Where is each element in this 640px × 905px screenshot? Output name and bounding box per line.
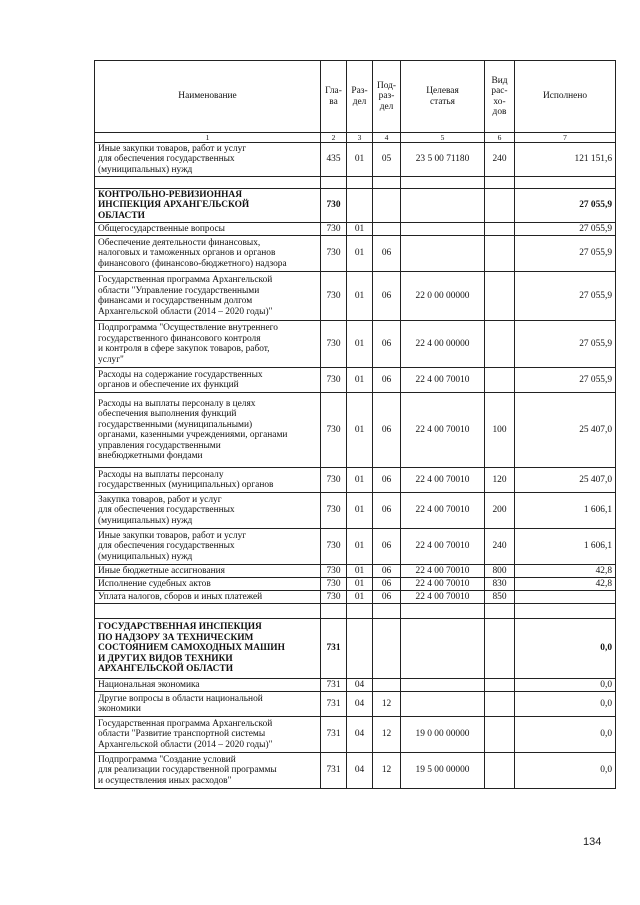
- row-glava-cell: 730: [321, 272, 347, 321]
- row-podrazdel-cell: 06: [373, 578, 401, 591]
- row-razdel-cell: 01: [347, 578, 373, 591]
- row-statya-cell: 22 4 00 70010: [401, 591, 485, 604]
- row-name-cell: Иные закупки товаров, работ и услуг для обеспечения государственных (муниципальных) нужд: [95, 143, 321, 177]
- row-statya-cell: 22 4 00 70010: [401, 393, 485, 468]
- row-statya-cell: [401, 619, 485, 679]
- row-glava-cell: 730: [321, 591, 347, 604]
- row-vid-cell: 830: [485, 578, 515, 591]
- row-vid-cell: 800: [485, 565, 515, 578]
- row-razdel-cell: 01: [347, 529, 373, 565]
- row-name-cell: Уплата налогов, сборов и иных платежей: [95, 591, 321, 604]
- row-statya-cell: 19 0 00 00000: [401, 717, 485, 753]
- table-row: [95, 368, 616, 393]
- row-statya-cell: 19 5 00 00000: [401, 753, 485, 789]
- row-podrazdel-cell: 06: [373, 393, 401, 468]
- table-row: [95, 493, 616, 529]
- row-value-cell: [515, 591, 616, 604]
- empty-cell: [373, 604, 401, 619]
- row-vid-cell: [485, 189, 515, 223]
- row-podrazdel-cell: 06: [373, 321, 401, 368]
- row-razdel-cell: 01: [347, 393, 373, 468]
- table-row: [95, 565, 616, 578]
- row-razdel-cell: 04: [347, 753, 373, 789]
- row-podrazdel-cell: 12: [373, 753, 401, 789]
- row-value-cell: 121 151,6: [515, 143, 616, 177]
- row-razdel-cell: 01: [347, 321, 373, 368]
- row-statya-cell: 23 5 00 71180: [401, 143, 485, 177]
- table-row: [95, 591, 616, 604]
- row-razdel-cell: 04: [347, 692, 373, 717]
- row-name-cell: Другие вопросы в области национальной экономики: [95, 692, 321, 717]
- index-cell: 7: [515, 133, 616, 143]
- row-vid-cell: [485, 753, 515, 789]
- row-value-cell: 0,0: [515, 679, 616, 692]
- row-statya-cell: [401, 692, 485, 717]
- row-name-cell: Подпрограмма "Осуществление внутреннего государственного финансового контроля и контроля в сфере закупок товаров, работ, услуг": [95, 321, 321, 368]
- row-vid-cell: 850: [485, 591, 515, 604]
- table-row: [95, 529, 616, 565]
- row-glava-cell: 730: [321, 321, 347, 368]
- table-body: [95, 143, 616, 789]
- row-razdel-cell: 01: [347, 468, 373, 493]
- row-name-cell: Закупка товаров, работ и услуг для обеспечения государственных (муниципальных) нужд: [95, 493, 321, 529]
- row-value-cell: 27 055,9: [515, 272, 616, 321]
- row-vid-cell: [485, 236, 515, 272]
- index-cell: 5: [401, 133, 485, 143]
- row-razdel-cell: [347, 619, 373, 679]
- empty-cell: [95, 177, 321, 189]
- row-podrazdel-cell: 12: [373, 692, 401, 717]
- row-name-cell: Национальная экономика: [95, 679, 321, 692]
- table-row: [95, 717, 616, 753]
- row-name-cell: Расходы на содержание государственных органов и обеспечение их функций: [95, 368, 321, 393]
- row-value-cell: 27 055,9: [515, 368, 616, 393]
- row-glava-cell: 730: [321, 529, 347, 565]
- header-podrazdel: Под- раз- дел: [373, 61, 401, 133]
- row-glava-cell: 731: [321, 679, 347, 692]
- row-statya-cell: 22 4 00 70010: [401, 565, 485, 578]
- row-razdel-cell: [347, 189, 373, 223]
- index-cell: 3: [347, 133, 373, 143]
- row-name-cell: Исполнение судебных актов: [95, 578, 321, 591]
- table-row: [95, 468, 616, 493]
- row-glava-cell: 730: [321, 223, 347, 236]
- header-row: [95, 61, 616, 133]
- row-razdel-cell: 01: [347, 493, 373, 529]
- table-row: [95, 578, 616, 591]
- row-podrazdel-cell: 06: [373, 468, 401, 493]
- header-glava: Гла- ва: [321, 61, 347, 133]
- row-name-cell: Обеспечение деятельности финансовых, налоговых и таможенных органов и органов финансового (финансово-бюджетного) надзора: [95, 236, 321, 272]
- budget-table-container: [94, 60, 615, 789]
- row-vid-cell: 100: [485, 393, 515, 468]
- column-index-row: [95, 133, 616, 143]
- row-vid-cell: 200: [485, 493, 515, 529]
- row-value-cell: 42,8: [515, 578, 616, 591]
- row-glava-cell: 731: [321, 619, 347, 679]
- index-cell: 2: [321, 133, 347, 143]
- row-statya-cell: [401, 223, 485, 236]
- empty-cell: [321, 604, 347, 619]
- row-name-cell: Иные бюджетные ассигнования: [95, 565, 321, 578]
- row-value-cell: 1 606,1: [515, 493, 616, 529]
- row-name-cell: Общегосударственные вопросы: [95, 223, 321, 236]
- row-vid-cell: [485, 272, 515, 321]
- table-row: [95, 223, 616, 236]
- row-vid-cell: [485, 717, 515, 753]
- row-statya-cell: 22 4 00 70010: [401, 368, 485, 393]
- row-name-cell: Расходы на выплаты персоналу государственных (муниципальных) органов: [95, 468, 321, 493]
- row-vid-cell: [485, 368, 515, 393]
- header-vid: Вид рас- хо- дов: [485, 61, 515, 133]
- row-vid-cell: [485, 619, 515, 679]
- row-value-cell: 27 055,9: [515, 189, 616, 223]
- row-statya-cell: 22 4 00 70010: [401, 578, 485, 591]
- row-glava-cell: 730: [321, 565, 347, 578]
- table-row: [95, 143, 616, 177]
- empty-cell: [347, 177, 373, 189]
- index-cell: 4: [373, 133, 401, 143]
- row-statya-cell: 22 4 00 00000: [401, 321, 485, 368]
- table-row: [95, 692, 616, 717]
- row-value-cell: 25 407,0: [515, 393, 616, 468]
- empty-cell: [515, 177, 616, 189]
- row-razdel-cell: 01: [347, 143, 373, 177]
- empty-cell: [485, 604, 515, 619]
- row-statya-cell: [401, 236, 485, 272]
- row-name-cell: КОНТРОЛЬНО-РЕВИЗИОННАЯ ИНСПЕКЦИЯ АРХАНГЕЛЬСКОЙ ОБЛАСТИ: [95, 189, 321, 223]
- row-value-cell: 27 055,9: [515, 321, 616, 368]
- spacer-row: [95, 177, 616, 189]
- row-podrazdel-cell: 06: [373, 493, 401, 529]
- row-razdel-cell: 01: [347, 368, 373, 393]
- row-glava-cell: 730: [321, 393, 347, 468]
- row-podrazdel-cell: 06: [373, 565, 401, 578]
- table-row: [95, 321, 616, 368]
- header-value: Исполнено: [515, 61, 616, 133]
- row-podrazdel-cell: [373, 223, 401, 236]
- header-razdel: Раз- дел: [347, 61, 373, 133]
- row-glava-cell: 730: [321, 368, 347, 393]
- row-name-cell: ГОСУДАРСТВЕННАЯ ИНСПЕКЦИЯ ПО НАДЗОРУ ЗА ТЕХНИЧЕСКИМ СОСТОЯНИЕМ САМОХОДНЫХ МАШИН И ДРУГИХ ВИДОВ ТЕХНИКИ АРХАНГЕЛЬСКОЙ ОБЛАСТИ: [95, 619, 321, 679]
- row-glava-cell: 730: [321, 578, 347, 591]
- row-name-cell: Государственная программа Архангельской области "Управление государственными финансами и государственным долгом Архангельской области (2014 – 2020 годы)": [95, 272, 321, 321]
- row-podrazdel-cell: 05: [373, 143, 401, 177]
- row-value-cell: 27 055,9: [515, 223, 616, 236]
- empty-cell: [373, 177, 401, 189]
- row-glava-cell: 730: [321, 493, 347, 529]
- row-vid-cell: [485, 223, 515, 236]
- row-name-cell: Иные закупки товаров, работ и услуг для обеспечения государственных (муниципальных) нужд: [95, 529, 321, 565]
- empty-cell: [485, 177, 515, 189]
- row-vid-cell: [485, 692, 515, 717]
- row-statya-cell: 22 4 00 70010: [401, 529, 485, 565]
- empty-cell: [95, 604, 321, 619]
- row-statya-cell: 22 4 00 70010: [401, 493, 485, 529]
- budget-execution-table: [94, 60, 616, 789]
- row-podrazdel-cell: 06: [373, 236, 401, 272]
- row-podrazdel-cell: 06: [373, 591, 401, 604]
- row-value-cell: 42,8: [515, 565, 616, 578]
- row-podrazdel-cell: 06: [373, 368, 401, 393]
- spacer-row: [95, 604, 616, 619]
- row-statya-cell: [401, 679, 485, 692]
- row-vid-cell: 240: [485, 529, 515, 565]
- row-name-cell: Расходы на выплаты персоналу в целях обеспечения выполнения функций государственными (муниципальными) органами, казенными учреждениями, органами управления государственными внебюджетными фондами: [95, 393, 321, 468]
- empty-cell: [401, 604, 485, 619]
- row-razdel-cell: 01: [347, 236, 373, 272]
- row-razdel-cell: 04: [347, 679, 373, 692]
- row-glava-cell: 730: [321, 468, 347, 493]
- row-value-cell: 27 055,9: [515, 236, 616, 272]
- row-value-cell: 0,0: [515, 717, 616, 753]
- table-row: [95, 272, 616, 321]
- row-glava-cell: 730: [321, 189, 347, 223]
- row-podrazdel-cell: 06: [373, 529, 401, 565]
- row-vid-cell: [485, 679, 515, 692]
- row-statya-cell: 22 4 00 70010: [401, 468, 485, 493]
- row-value-cell: 0,0: [515, 619, 616, 679]
- table-row: [95, 236, 616, 272]
- header-name: Наименование: [95, 61, 321, 133]
- row-razdel-cell: 01: [347, 272, 373, 321]
- row-glava-cell: 731: [321, 753, 347, 789]
- row-statya-cell: 22 0 00 00000: [401, 272, 485, 321]
- row-podrazdel-cell: 12: [373, 717, 401, 753]
- row-statya-cell: [401, 189, 485, 223]
- table-row: [95, 753, 616, 789]
- row-podrazdel-cell: [373, 619, 401, 679]
- header-statya: Целевая статья: [401, 61, 485, 133]
- row-razdel-cell: 01: [347, 223, 373, 236]
- table-row: [95, 679, 616, 692]
- index-cell: 6: [485, 133, 515, 143]
- table-row: [95, 393, 616, 468]
- row-razdel-cell: 01: [347, 591, 373, 604]
- row-podrazdel-cell: 06: [373, 272, 401, 321]
- row-glava-cell: 730: [321, 236, 347, 272]
- row-name-cell: Подпрограмма "Создание условий для реализации государственной программы и осуществления иных расходов": [95, 753, 321, 789]
- page-number: 134: [583, 836, 602, 848]
- row-value-cell: 1 606,1: [515, 529, 616, 565]
- row-value-cell: 25 407,0: [515, 468, 616, 493]
- row-name-cell: Государственная программа Архангельской области "Развитие транспортной системы Архангельской области (2014 – 2020 годы)": [95, 717, 321, 753]
- row-vid-cell: 240: [485, 143, 515, 177]
- empty-cell: [347, 604, 373, 619]
- row-value-cell: 0,0: [515, 753, 616, 789]
- row-glava-cell: 435: [321, 143, 347, 177]
- row-podrazdel-cell: [373, 679, 401, 692]
- empty-cell: [515, 604, 616, 619]
- row-value-cell: 0,0: [515, 692, 616, 717]
- row-podrazdel-cell: [373, 189, 401, 223]
- table-row: [95, 189, 616, 223]
- row-razdel-cell: 01: [347, 565, 373, 578]
- row-vid-cell: [485, 321, 515, 368]
- row-razdel-cell: 04: [347, 717, 373, 753]
- empty-cell: [321, 177, 347, 189]
- index-cell: 1: [95, 133, 321, 143]
- row-glava-cell: 731: [321, 717, 347, 753]
- table-row: [95, 619, 616, 679]
- row-glava-cell: 731: [321, 692, 347, 717]
- row-vid-cell: 120: [485, 468, 515, 493]
- empty-cell: [401, 177, 485, 189]
